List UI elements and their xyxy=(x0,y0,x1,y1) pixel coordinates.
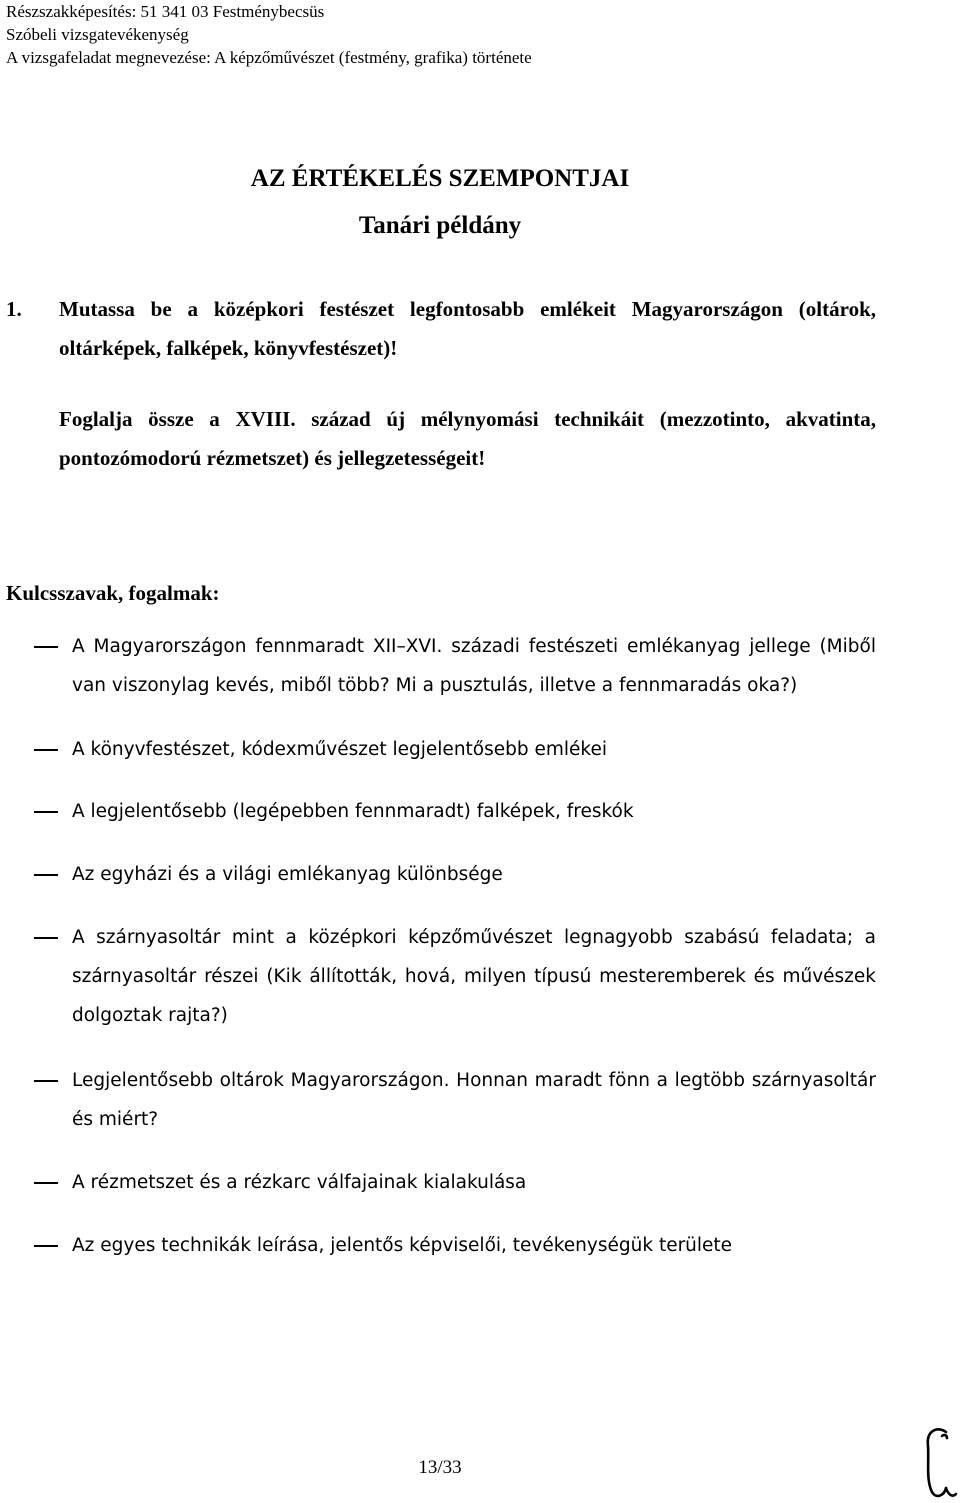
list-item: Az egyes technikák leírása, jelentős képviselői, tevékenységük területe xyxy=(72,1226,876,1265)
question-part-2: Foglalja össze a XVIII. század új mélynyomási technikáit (mezzotinto, akvatinta, pontozómodorú rézmetszet) és jellegzetességeit! xyxy=(59,407,876,470)
document-header xyxy=(6,0,532,69)
question-1 xyxy=(6,290,876,368)
dash-bullet-icon xyxy=(34,874,58,876)
dash-bullet-icon xyxy=(34,646,58,648)
page-title: AZ ÉRTÉKELÉS SZEMPONTJAI xyxy=(250,165,630,192)
question-number: 1. xyxy=(6,297,22,321)
question-part-1: Mutassa be a középkori festészet legfontosabb emlékeit Magyarországon (oltárok, oltárképek, falképek, könyvfestészet)! xyxy=(59,297,876,360)
dash-bullet-icon xyxy=(34,937,58,939)
list-item: A szárnyasoltár mint a középkori képzőművészet legnagyobb szabású feladata; a szárnyasoltár részei (Kik állították, hová, milyen típusú mesteremberek és művészek dolgoztak rajta?) xyxy=(72,918,876,1035)
keywords-heading: Kulcsszavak, fogalmak: xyxy=(6,581,220,605)
header-activity: Szóbeli vizsgatevékenység xyxy=(6,25,189,44)
list-item: A legjelentősebb (legépebben fennmaradt) falképek, freskók xyxy=(72,792,876,831)
list-item: A rézmetszet és a rézkarc válfajainak kialakulása xyxy=(72,1163,876,1202)
header-task-name: A vizsgafeladat megnevezése: A képzőművészet (festmény, grafika) története xyxy=(6,48,532,67)
dash-bullet-icon xyxy=(34,749,58,751)
header-qualification: Részszakképesítés: 51 341 03 Festménybecsüs xyxy=(6,2,325,21)
dash-bullet-icon xyxy=(34,1080,58,1082)
list-item: A Magyarországon fennmaradt XII–XVI. századi festészeti emlékanyag jellege (Miből van viszonylag kevés, miből több? Mi a pusztulás, illetve a fennmaradás oka?) xyxy=(72,627,876,705)
dash-bullet-icon xyxy=(34,1245,58,1247)
list-item: A könyvfestészet, kódexművészet legjelentősebb emlékei xyxy=(72,730,876,769)
dash-bullet-icon xyxy=(34,811,58,813)
page-number: 13/33 xyxy=(418,1457,462,1478)
list-item: Legjelentősebb oltárok Magyarországon. Honnan maradt fönn a legtöbb szárnyasoltár és miért? xyxy=(72,1061,876,1139)
page-subtitle: Tanári példány xyxy=(358,212,522,239)
dash-bullet-icon xyxy=(34,1182,58,1184)
list-item: Az egyházi és a világi emlékanyag különbsége xyxy=(72,855,876,894)
signature-initial-icon xyxy=(916,1422,960,1502)
